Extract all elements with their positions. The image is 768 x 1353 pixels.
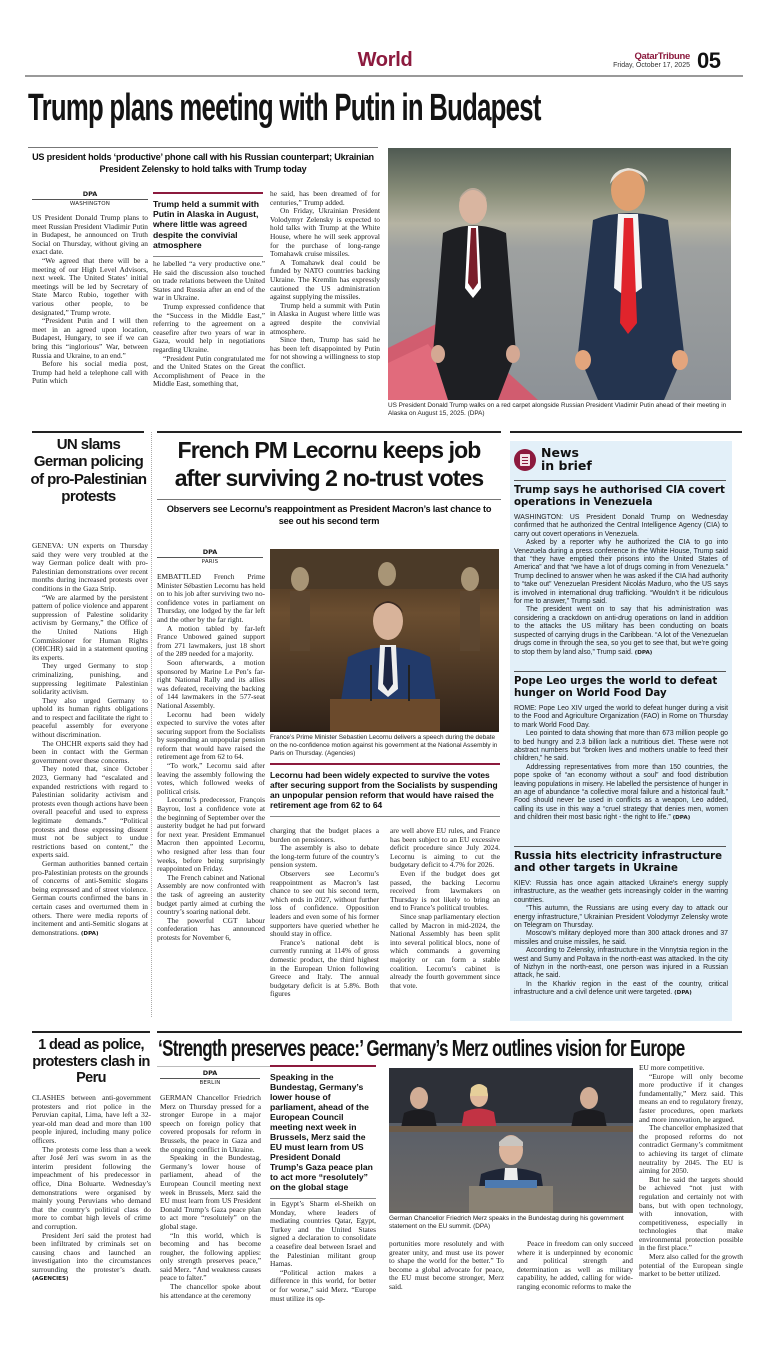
paragraph: ROME: Pope Leo XIV urged the world to defeat hunger during a visit to the Food and Agriculture Organization (FAO) in Rome on Thursday to mark World Food Day. [514,705,728,729]
paragraph: Soon afterwards, a motion sponsored by Marine Le Pen’s far-right National Rally and its allies was defeated, receiving the backing of 144 lawmakers in the 577-seat National Assembly. [157,657,265,710]
france-column-2 [270,827,379,1015]
paragraph: “We agreed that there will be a meeting of our High Level Advisors, next week. The United States’ initial meetings will be led by Secretary of State Marco Rubio, together with various other people, to be designated,” Trump wrote. [32,255,148,317]
brief-rule [514,671,726,672]
france-photo-lecornu [270,549,499,732]
brief-item-cia [514,485,728,657]
paragraph: Peace in freedom can only succeed where it is underpinned by economic and political strength and determination as well as military capability, he added, calling for wide-ranging economic reforms to make the [517,1240,633,1291]
un-body [32,542,148,1012]
credit: (DPA) [672,815,691,822]
paragraph: A motion tabled by far-left France Unbowed gained support from 271 lawmakers, just 18 short of the 289 needed for a majority. [157,623,265,659]
paragraph: The French cabinet and National Assembly are now confronted with the task of agreeing an austerity budget partly aimed at curbing the country’s soaring national debt. [157,872,265,917]
brief-body [514,514,728,657]
france-column-3 [390,827,500,1015]
news-in-brief-title [541,447,592,472]
paragraph: he labelled “a very productive one.” He said the discussion also touched on trade relations between the United States and Russia after an end of the war in Ukraine. [153,260,265,303]
agency-name: DPA [32,190,148,200]
dateline: WASHINGTON [69,201,111,207]
credit: (DPA) [674,990,692,997]
paragraph: “Europe will only become more productive if it changes fundamentally,” Merz said. This means an end to regulatory frenzy, faster procedures, open markets and more innovation, he argued. [639,1071,743,1124]
brief-body [514,705,728,823]
brief-rule [514,846,726,847]
paper-name-logo: QatarTribune [634,51,690,62]
paragraph: The chancellor spoke about his attendance at the ceremony [160,1282,261,1300]
photo-illustration [388,148,731,400]
paragraph [514,606,728,656]
lead-photo-trump-putin [388,148,731,400]
dateline: BERLIN [199,1080,221,1086]
brief-item-pope [514,676,728,823]
credit: (DPA) [634,649,653,656]
agency-name: DPA [157,548,263,558]
paragraph: The chancellor emphasized that the proposed reforms do not contradict Germany’s commitment to achieving its target of climate neutrality by 2045. The EU is aiming for 2050. [639,1123,743,1176]
paragraph: On Friday, Ukrainian President Volodymyr Zelensky is expected to hold talks with Trump at the White House, where he will seek approval for the purchase of long-range Tomahawk cruise missiles. [270,206,380,259]
issue-date: Friday, October 17, 2025 [613,62,690,69]
brief-body [514,880,728,998]
newspaper-icon [514,449,536,471]
paragraph: Lecornu had been widely expected to survive the votes after securing support from the Socialists by suspending an unpopular pension reform that would have raised the retirement age from 62 to 64. [157,709,265,762]
paragraph: The OHCHR experts said they had been in contact with the German government over these concerns. [32,738,148,765]
paragraph: The protests come less than a week after José Jerí was sworn in as the interim president following the impeachment of his predecessor in office, Dina Boluarte. Wednesday’s demonstrations were organised by mainly young Peruvians who demand that the country’s political class do more to combat high levels of crime and corruption. [32,1144,151,1231]
section-rule [32,431,144,433]
paragraph: “To work,” Lecornu said after leaving the assembly following the votes, which followed weeks of political crisis. [157,761,265,796]
germany-byline [160,1069,260,1086]
paragraph: The powerful CGT labour confederation has announced protests for November 6, [157,915,265,942]
paragraph: A Tomahawk deal could be funded by NATO countries backing Ukraine. The Kremlin has expressly cautioned the US administration against supplying the missiles. [270,257,380,302]
brief-headline: Pope Leo urges the world to defeat hunger on World Food Day [514,676,718,699]
france-column-1 [157,573,265,1013]
france-subhead: Observers see Lecornu’s reappointment as President Macron’s last chance to see out his second term [166,504,492,526]
germany-headline: ‘Strength preserves peace:’ Germany’s Merz outlines vision for Europe [158,1035,685,1061]
paragraph: “This autumn, the Russians are using every day to attack our energy infrastructure,” Ukrainian President Volodymyr Zelensky wrote on Telegram on Thursday. [514,905,728,930]
france-subhead-rule [157,499,501,500]
paragraph: Moscow’s military deployed more than 300 attack drones and 37 missiles and cruise missiles, he said. [514,930,728,946]
lead-column-1 [32,214,148,414]
paragraph-text: In the Kharkiv region in the east of the country, critical infrastructure and a civil defence unit were targeted. [514,980,728,997]
paragraph: charging that the budget places a burden on pensioners. [270,827,379,844]
lead-subhead: US president holds ‘productive’ phone call with his Russian counterpart; Ukrainian President Zelensky to hold talks with Trump today [32,152,374,174]
credit: (DPA) [80,930,99,937]
paragraph [32,860,148,938]
brief-headline: Trump says he authorised CIA covert operations in Venezuela [514,485,725,508]
paragraph: They noted that, since October 2023, Germany had “escalated and expanded restrictions with regard to Palestinian solidarity activism and protests even though actions have been overall peaceful and used to express legitimate demands.” “Political protests and those expressing dissent must not be subject to undue restrictions based on content,” the experts said. [32,764,148,860]
lead-byline [32,190,148,207]
lead-headline: Trump plans meeting with Putin in Budapest [28,85,541,129]
paragraph: They urged Germany to stop criminalizing, punishing, and suppressing legitimate Palestinian solidarity activism. [32,661,148,697]
paragraph [32,1232,151,1285]
paragraph: “President Putin congratulated me and the United States on the Great Accomplishment of Peace in the Middle East, something that, [153,353,265,389]
paragraph: According to Zelensky, infrastructure in the Vinnytsia region in the west and Sumy and Poltava in the north-east was attacked. In the city of Nizhyn in the north-east, one person was injured in a Russian attack, he said. [514,947,728,980]
paragraph: KIEV: Russia has once again attacked Ukraine’s energy supply infrastructure, as the weather gets increasingly colder in the warring countries. [514,880,728,904]
brief-rule [514,480,726,481]
section-rule [32,1031,150,1033]
germany-column-3 [389,1240,504,1320]
germany-column-4 [517,1240,633,1320]
brief-item-russia [514,851,728,998]
photo-illustration [270,549,499,732]
section-rule [157,431,501,433]
peru-headline: 1 dead as police, protesters clash in Peru [32,1037,150,1086]
paragraph: Leo pointed to data showing that more than 673 million people go to bed hungry and 2.3 billion lack a nutritious diet. These were not abstract numbers but “broken lives and mothers unable to feed their children,” he said. [514,730,728,763]
paragraph: “In this world, which is becoming and has become rougher, the following applies: only strength preserves peace,” said Merz. “And weakness causes peace to falter.” [160,1230,261,1283]
paragraph-text: The president went on to say that his administration was considering a crackdown on anti-drug operations on land in addition to the attacks the US military has been conducting on boats suspected of carrying drugs in the Caribbean. “A lot of the Venezuelan drugs come in through the sea, so you get to see that, but we’re going to stop them by land also,” Trump said. [514,606,728,656]
germany-column-1 [160,1094,261,1324]
paragraph: US President Donald Trump plans to meet Russian President Vladimir Putin in Budapest, he announced on Truth Social on Thursday, without giving an exact date. [32,214,148,257]
paragraph [514,764,728,823]
paragraph: France’s national debt is currently running at 114% of gross domestic product, the third highest in the European Union following Greece and Italy. The annual budgetary deficit is at 5.8%. Both figures [270,937,379,999]
paragraph: portunities more resolutely and with greater unity, and must use its power to shape the world for the better.” To become a global advocate for peace, the EU must become stronger, Merz said. [389,1240,504,1291]
germany-photo-caption: German Chancellor Friedrich Merz speaks in the Bundestag during his government statement on the EU summit. (DPA) [389,1215,624,1230]
paragraph: Since then, Trump has said he has been left disappointed by Putin for not showing a willingness to stop the conflict. [270,335,380,370]
france-pullquote: Lecornu had been widely expected to survive the votes after securing support from the Socialists by suspending an unpopular pension reform that would have raised the retirement age from 62 to 64 [270,763,500,817]
germany-column-2 [270,1200,376,1322]
page-number: 05 [697,48,721,73]
paragraph: Speaking in the Bundestag, Germany’s lower house of parliament, ahead of the European Council meeting next week in Brussels, Merz said the EU must learn from US President Donald Trump’s Gaza peace plan to act more “resolutely” on the global stage. [160,1153,261,1231]
paragraph: CLASHES between anti-government protesters and riot police in the Peruvian capital, Lima, have left a 32-year-old man dead and more than 100 people injured, including many police officers. [32,1094,151,1145]
paragraph: Asked by a reporter why he authorized the CIA to go into Venezuela during a press conference in the White House, Trump said that “they have emptied their prisons into the United States of America” and that “we have a lot of drugs coming in from Venezuela.” Trump declined to answer when he was asked if the CIA had authority to “take out” Venezuelan President Nicolás Maduro, who the US says is involved in international drug trafficking. “Wouldn’t it be ridiculous for me to answer,” Trump said. [514,539,728,606]
lead-column-2 [153,260,265,416]
france-photo-caption: France’s Prime Minister Sebastien Lecornu delivers a speech during the debate on the no-confidence motion against his government at the National Assembly in Paris on Thursday. (Agencies) [270,734,498,757]
lead-pullquote: Trump held a summit with Putin in Alaska in August, where little was agreed despite the convivial atmosphere [153,192,263,257]
paragraph: EU more competitive. [639,1064,705,1072]
paragraph: GERMAN Chancellor Friedrich Merz on Thursday pressed for a stronger Europe in a major speech on foreign policy that covered proposals for reform in Brussels, the peace in Gaza and the ongoing conflict in Ukraine. [160,1094,261,1154]
paragraph: Observers see Lecornu’s reappointment as Macron’s last chance to see out his second term, which ends in 2027, without further loss of confidence. Opposition leaders and even some of his former supporters have queried whether he should stay in office. [270,868,379,939]
lead-column-3 [270,190,380,416]
un-headline: UN slams German policing of pro-Palestinian protests [30,436,147,505]
paragraph: Trump held a summit with Putin in Alaska in August where little was agreed despite the convivial atmosphere. [270,300,380,336]
germany-headline-rule [157,1066,277,1067]
title-line: News [541,445,579,460]
paragraph: “Political action makes a difference in this world, for better or for worse,” said Merz. “Europe must utilize its op- [270,1267,376,1303]
paragraph-text: German authorities banned certain pro-Palestinian protests on the grounds of concerns of anti-Semitic slogans being expressed and of street violence. German courts confirmed the bans in certain cases and overturned them in others. There were media reports of incitement and anti-Semitic slogans at demonstrations. [32,858,148,937]
paragraph: Before his social media post, Trump had held a telephone call with Putin which [32,359,148,386]
section-rule [510,431,742,433]
paragraph: They also urged Germany to uphold its human rights obligations and to respect and facilitate the right to peaceful assembly for everyone without discrimination. [32,695,148,740]
paragraph: “President Putin and I will then meet in an agreed upon location, Budapest, Hungary, to see if we can bring this “inglorious” War, between Russia and Ukraine, to an end.” [32,316,148,360]
paragraph: Even if the budget does get passed, the backing Lecornu received from lawmakers on Thursday is not likely to bring an end to France’s political troubles. [390,868,500,913]
photo-illustration [389,1068,633,1213]
paragraph: Merz also called for the growth potential of the European single market to be better utilized. [639,1252,743,1279]
paragraph: in Egypt’s Sharm el-Sheikh on Monday, where leaders of mediating countries Qatar, Egypt, Turkey and the United States signed a declaration to consolidate a ceasefire deal between Israel and the Palestinian militant group Hamas. [270,1200,376,1269]
paragraph: Trump expressed confidence that the “Success in the Middle East,” referring to the agreement on a ceasefire after two years of war in Gaza, would help in negotiations regarding Ukraine. [153,301,265,354]
paragraph-text: President Jerí said the protest had been infiltrated by criminals set on causing chaos and launched an investigation into the circumstances surrounding the protester’s death. [32,1230,151,1274]
germany-photo-merz [389,1068,633,1213]
paragraph: are well above EU rules, and France has been subject to an EU excessive deficit procedure since July 2024. Lecornu is aiming to cut the budgetary deficit to 4.7% for 2026. [390,827,500,870]
paragraph: The assembly is also to debate the long-term future of the country’s pension system. [270,843,379,870]
paragraph [514,981,728,998]
dateline: PARIS [201,559,219,565]
germany-column-5 [639,1064,743,1322]
paragraph: WASHINGTON: US President Donald Trump on Wednesday confirmed that he authorized the Central Intelligence Agency (CIA) to carry out covert operations in Venezuela. [514,514,728,538]
paragraph: Since snap parliamentary election called by Macron in mid-2024, the National Assembly has been split into several political blocs, none of which commands a governing majority or can form a stable coalition. Lecornu’s cabinet is already the fourth government since that vote. [390,911,500,990]
peru-body [32,1094,151,1319]
paragraph: he said, has been dreamed of for centuries,” Trump added. [270,190,380,207]
paragraph: GENEVA: UN experts on Thursday said they were very troubled at the way German police dealt with pro-Palestinian demonstrations over recent months during increased protests over conditions in the Gaza Strip. [32,542,148,593]
lead-subhead-rule [28,147,378,148]
masthead-rule [25,75,743,77]
lead-photo-caption: US President Donald Trump walks on a red carpet alongside Russian President Vladimir Putin ahead of their meeting in Alaska on August 15, 2025. (DPA) [388,402,727,417]
paragraph: Lecornu’s predecessor, François Bayrou, lost a confidence vote at the beginning of September over the austerity budget he had put forward for next year. President Emmanuel Macron then appointed Lecornu, who resigned after less than four weeks, before being surprisingly reappointed on Friday. [157,795,265,874]
paragraph: But he said the targets should be achieved “not just with regulation and certainly not with bans, but with open technology, with innovation, with competitiveness, especially in technologies that make environmental protection possible in the first place.” [639,1174,743,1253]
credit: (AGENCIES) [32,1276,69,1283]
brief-headline: Russia hits electricity infrastructure and other targets in Ukraine [514,851,723,874]
france-headline: French PM Lecornu keeps job after surviving 2 no-trust votes [174,437,484,491]
germany-pullquote: Speaking in the Bundestag, Germany’s lower house of parliament, ahead of the European Council meeting next week in Brussels, Merz said the EU must learn from US President Donald Trump’s Gaza peace plan to act more “resolutely” on the global stage [270,1065,376,1199]
section-title: World [357,49,413,71]
agency-name: DPA [160,1069,260,1079]
paragraph-text: Addressing representatives from more than 150 countries, the pope spoke of “an economy without a soul” and food distribution leaving populations in misery. He labelled the persistence of hunger in an age of abundance “a collective moral failure and a historical fault.” Food should never be used in conflicts as a weapon, Leo added, calling its use in this way a “cruel strategy that denies men, women and children their most basic right - the right to life.” [514,763,728,822]
paragraph: “We are alarmed by the persistent pattern of police violence and apparent suppression of Palestine solidarity activism by Germany,” the Office of the United Nations High Commissioner for Human Rights (OHCHR) said in a statement quoting its experts. [32,592,148,662]
paragraph: EMBATTLED French Prime Minister Sébastien Lecornu has held on to his job after surviving two no-confidence votes in parliament on Thursday, one lodged by the far left and the other by the far right. [157,573,265,624]
column-divider [151,432,152,1017]
title-line: in brief [541,457,592,473]
france-byline [157,548,263,565]
